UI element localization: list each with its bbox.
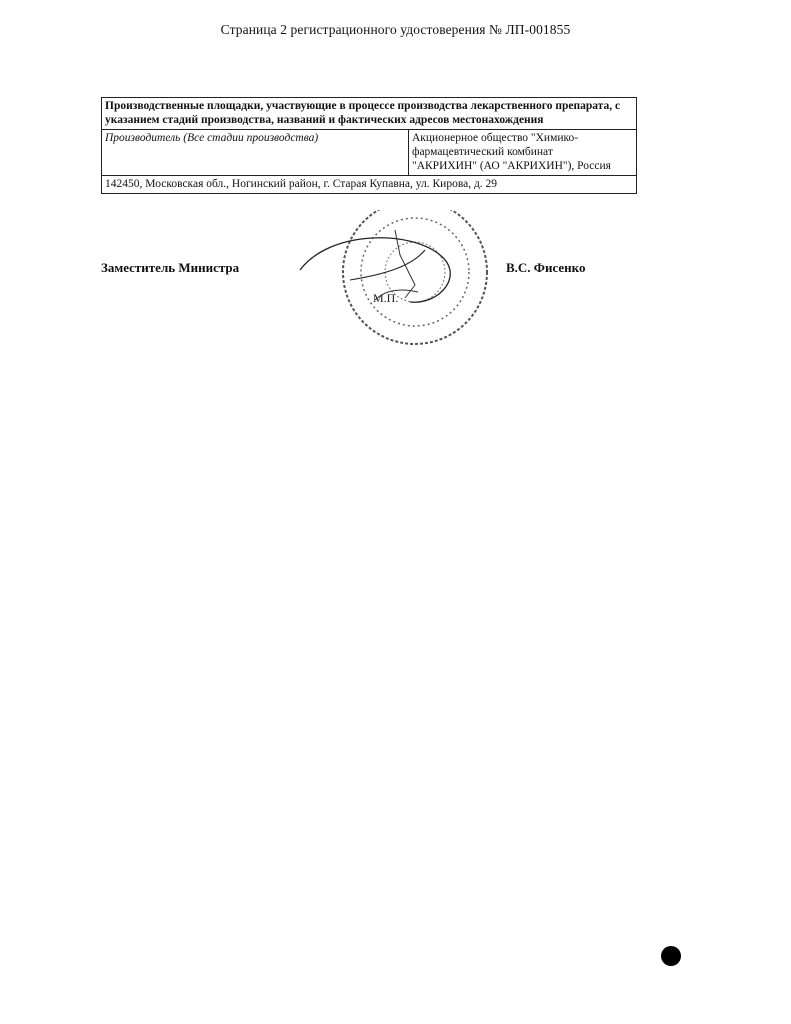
scan-mark <box>661 946 681 966</box>
manufacturer-role: Производитель (Все стадии производства) <box>102 130 409 176</box>
table-row <box>102 130 637 176</box>
production-sites-table <box>101 97 637 194</box>
signer-name: В.С. Фисенко <box>506 260 586 275</box>
page-title: Страница 2 регистрационного удостоверения № ЛП-001855 <box>220 22 571 37</box>
table-row <box>102 98 637 130</box>
signer-position: Заместитель Министра <box>101 260 240 275</box>
manufacturer-name <box>409 130 637 176</box>
official-stamp-seal <box>290 210 500 360</box>
stamp-label: М.П. <box>373 291 399 305</box>
manufacturer-address: 142450, Московская обл., Ногинский район, г. Старая Купавна, ул. Кирова, д. 29 <box>102 176 637 194</box>
table-heading: Производственные площадки, участвующие в процессе производства лекарственного препарата, с указанием стадий производства, названий и фактических адресов местонахождения <box>102 98 637 130</box>
manufacturer-name-line: фармацевтический комбинат <box>412 146 553 158</box>
manufacturer-name-line: "АКРИХИН" (АО "АКРИХИН"), Россия <box>412 160 611 172</box>
manufacturer-name-line: Акционерное общество "Химико- <box>412 132 579 144</box>
table-row <box>102 176 637 194</box>
